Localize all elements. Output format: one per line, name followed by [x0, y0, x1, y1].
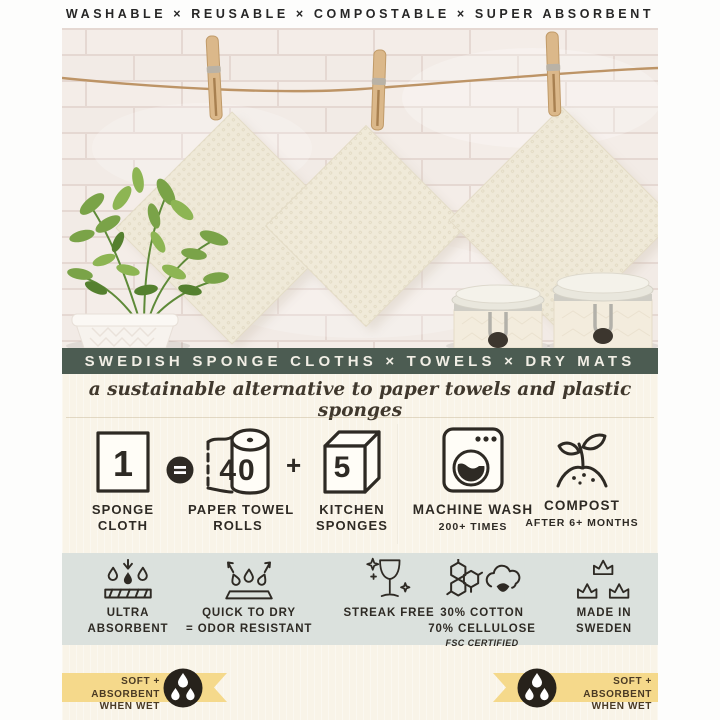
- equation-kitchen-sponges: [310, 426, 394, 535]
- cotton-cellulose-icon: [440, 559, 524, 601]
- rolls-label-line2: ROLLS: [213, 518, 263, 534]
- rolls-label-line1: PAPER TOWEL: [188, 502, 295, 517]
- sponge-label-line2: CLOTH: [97, 518, 149, 534]
- plus-icon: +: [286, 450, 302, 480]
- top-benefits-banner: [0, 0, 720, 28]
- sponges-count: 5: [333, 451, 351, 484]
- divider-line: [66, 417, 654, 418]
- compost-sprout-icon: [550, 428, 614, 492]
- sponge-count: 1: [112, 443, 134, 484]
- ribbon-left-line2: WHEN WET: [99, 701, 160, 712]
- feature-made-in-sweden: [554, 559, 654, 637]
- quick-dry-icon: [220, 559, 278, 601]
- compost-feature: [520, 428, 644, 529]
- feature-label-line1: ULTRA: [106, 607, 150, 619]
- wash-title: MACHINE WASH: [412, 502, 534, 517]
- ribbon-right-line2: WHEN WET: [591, 701, 652, 712]
- fsc-certified-note: FSC CERTIFIED: [445, 638, 519, 649]
- equation-paper-towels: [188, 426, 295, 535]
- section-divider: [397, 424, 398, 544]
- washing-machine-icon: [441, 426, 505, 494]
- feature-label-line2: = ODOR RESISTANT: [186, 622, 313, 635]
- compost-subtitle: AFTER 6+ MONTHS: [525, 516, 639, 529]
- ribbon-right-line1: SOFT + ABSORBENT: [583, 676, 652, 700]
- sponges-label-line2: SPONGES: [316, 518, 388, 534]
- ribbon-left-line1: SOFT + ABSORBENT: [91, 676, 160, 700]
- sponge-label-line1: SPONGE: [91, 502, 155, 517]
- feature-material: [414, 559, 550, 648]
- sponges-label-line1: KITCHEN: [319, 502, 385, 517]
- tagline: a sustainable alternative to paper towels and plastic sponges: [88, 379, 632, 421]
- machine-wash-feature: [408, 426, 538, 533]
- streak-free-icon: [363, 557, 415, 601]
- water-drops-badge: [517, 668, 557, 708]
- feature-label-line1: MADE IN: [576, 607, 632, 619]
- feature-label-line1: QUICK TO DRY: [202, 607, 296, 619]
- canister-left: [446, 285, 550, 348]
- rolls-count: 40: [219, 454, 257, 487]
- feature-label-line1: 30% COTTON: [440, 607, 524, 619]
- ribbon-left-text: [68, 676, 160, 714]
- canister-right: [547, 273, 658, 348]
- features-row: [62, 553, 658, 649]
- feature-quick-dry: [186, 559, 312, 637]
- feature-label-line2: SWEDEN: [576, 622, 632, 635]
- feature-ultra-absorbent: [70, 559, 186, 637]
- wash-subtitle: 200+ TIMES: [438, 520, 508, 533]
- photo-scene: [62, 28, 658, 348]
- ribbon-right-text: [560, 676, 652, 714]
- title-banner: [62, 348, 658, 374]
- equation-row: [62, 420, 658, 553]
- content-panel: [62, 374, 658, 720]
- lifestyle-photo: [62, 28, 658, 348]
- compost-title: COMPOST: [544, 498, 620, 513]
- title-banner-text: SWEDISH SPONGE CLOTHS × TOWELS × DRY MATS: [84, 352, 636, 370]
- feature-label-line1: STREAK FREE: [343, 607, 435, 619]
- feature-label-line2: ABSORBENT: [87, 622, 169, 635]
- ultra-absorbent-icon: [99, 559, 157, 601]
- water-drops-badge: [163, 668, 203, 708]
- feature-label-line2: 70% CELLULOSE: [428, 622, 536, 635]
- equation-sponge-cloth: [80, 430, 166, 535]
- top-benefits-text: WASHABLE × REUSABLE × COMPOSTABLE × SUPER ABSORBENT: [65, 7, 655, 21]
- three-crowns-icon: [574, 559, 634, 601]
